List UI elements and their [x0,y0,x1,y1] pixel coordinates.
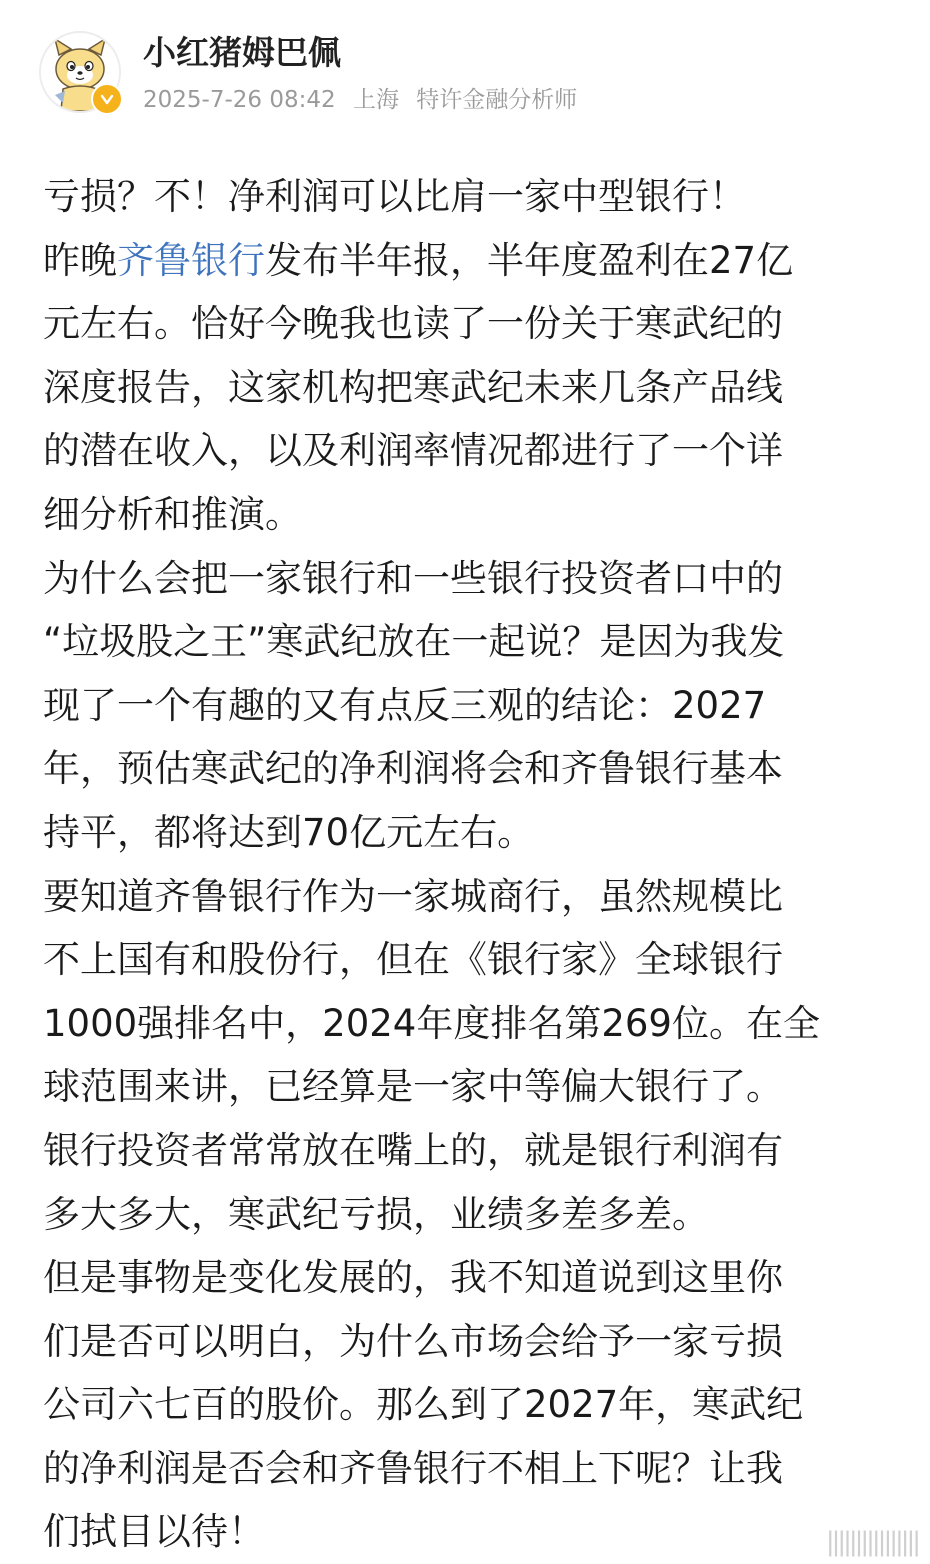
post-text-line [43,1500,893,1564]
post-meta [143,85,587,115]
post-text-line [43,737,893,801]
post-text: 亏损？不！净利润可以比肩一家中型银行！ [43,175,746,218]
post-text-line [43,992,893,1056]
author-avatar[interactable] [39,31,121,113]
post-text: 昨晚 [43,238,117,282]
post-text: 1000强排名中，2024年度排名第269位。在全 [43,1001,820,1045]
post-text: 们拭目以待！ [43,1510,265,1554]
post-text: 细分析和推演。 [43,492,302,536]
post-text: 现了一个有趣的又有点反三观的结论：2027 [43,683,767,727]
post-text: 元左右。恰好今晚我也读了一份关于寒武纪的 [43,302,783,346]
post-text-line [43,1119,893,1183]
post-text-line [43,547,893,611]
post-text-line [43,674,893,738]
post-text-line [43,610,893,674]
post-text: 球范围来讲，已经算是一家中等偏大银行了。 [43,1065,783,1109]
post-text-line [43,1373,893,1437]
post-text-line [43,1310,893,1374]
post-text: 年，预估寒武纪的净利润将会和齐鲁银行基本 [43,747,783,791]
post-text-line [43,483,893,547]
post-text-line [43,229,893,293]
post-text: 的潜在收入，以及利润率情况都进行了一个详 [43,429,783,473]
author-title: 特许金融分析师 [416,87,578,113]
author-name[interactable]: 小红猪姆巴佩 [143,33,341,72]
post-date: 2025-7-26 08:42 [143,87,336,113]
verified-badge-icon [91,83,123,115]
post-text-line [43,292,893,356]
post-text-line [43,419,893,483]
post-body [43,165,893,1564]
post-location: 上海 [352,87,399,113]
stock-topic-link[interactable]: 齐鲁银行 [117,238,265,282]
post-text-line [43,928,893,992]
post-text: “垃圾股之王”寒武纪放在一起说？是因为我发 [43,620,785,664]
post-text-line [43,1437,893,1501]
post-text: 不上国有和股份行，但在《银行家》全球银行 [43,938,783,982]
post-text: 公司六七百的股价。那么到了2027年，寒武纪 [43,1383,804,1427]
post-text: 发布半年报，半年度盈利在27亿 [265,238,794,282]
post-text: 深度报告，这家机构把寒武纪未来几条产品线 [43,365,783,409]
post-text: 的净利润是否会和齐鲁银行不相上下呢？让我 [43,1446,783,1490]
post-text: 多大多大，寒武纪亏损，业绩多差多差。 [43,1192,709,1236]
post-header [0,0,930,140]
post-text-line [43,1183,893,1247]
post-text: 要知道齐鲁银行作为一家城商行，虽然规模比 [43,874,783,918]
post-text-line [43,865,893,929]
post-text: 银行投资者常常放在嘴上的，就是银行利润有 [43,1128,783,1172]
post-text-line [43,801,893,865]
post-text-line [43,165,893,229]
post-text-line [43,1246,893,1310]
post-text: 们是否可以明白，为什么市场会给予一家亏损 [43,1319,783,1363]
post-text: 持平，都将达到70亿元左右。 [43,810,535,854]
post-text-line [43,1055,893,1119]
post-text: 但是事物是变化发展的，我不知道说到这里你 [43,1256,783,1300]
image-watermark-icon: |||||||||||||||| [825,1527,918,1557]
post-text: 为什么会把一家银行和一些银行投资者口中的 [43,556,783,600]
post-text-line [43,356,893,420]
